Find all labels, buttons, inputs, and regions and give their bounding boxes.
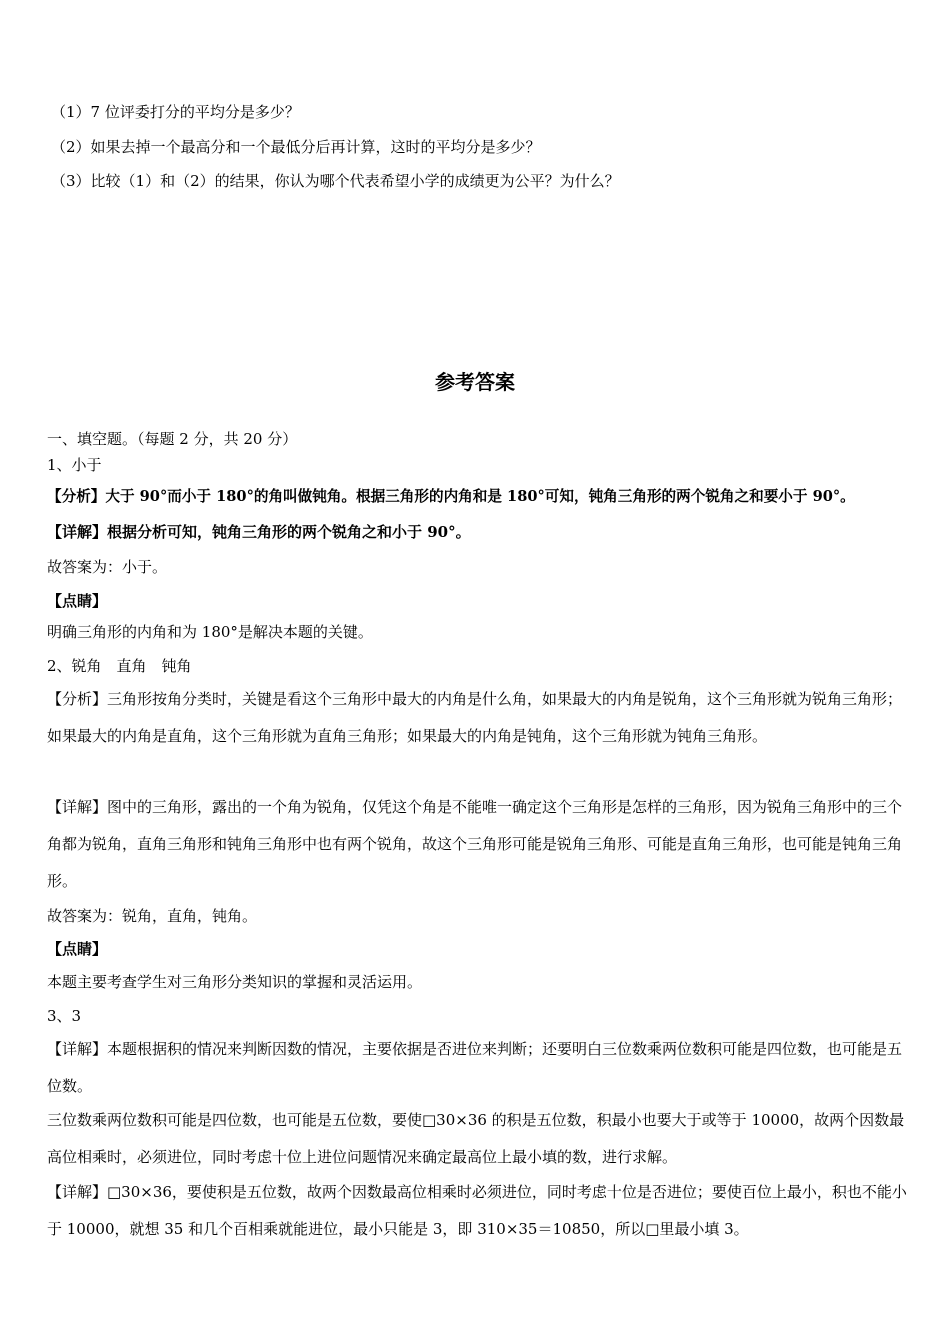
answer-3-detail-1: 【详解】本题根据积的情况来判断因数的情况，主要依据是否进位来判断；还要明白三位数乘两位数积可能是四位数，也可能是五位数。	[47, 1040, 903, 1095]
answer-3-paragraph: 三位数乘两位数积可能是四位数，也可能是五位数，要使□30×36 的积是五位数，积最小也要大于或等于 10000，故两个因数最高位相乘时，必须进位，同时考虑十位上进位问题情况来确定最高位上最小填的数，进行求解。	[47, 1111, 905, 1166]
answer-2-analysis: 【分析】三角形按角分类时，关键是看这个三角形中最大的内角是什么角，如果最大的内角是锐角，这个三角形就为锐角三角形；如果最大的内角是直角，这个三角形就为直角三角形；如果最大的内角是钝角，这个三角形就为钝角三角形。	[47, 690, 903, 745]
answer-3-detail-2: 【详解】□30×36，要使积是五位数，故两个因数最高位相乘时必须进位，同时考虑十位是否进位；要使百位上最小，积也不能小于 10000，就想 35 和几个百相乘就能进位，最小只能是 3，即 310×35＝10850，所以□里最小填 3。	[47, 1183, 907, 1238]
answer-2-note-label: 【点睛】	[47, 940, 108, 958]
answer-2-note: 本题主要考查学生对三角形分类知识的掌握和灵活运用。	[47, 973, 423, 991]
question-1: （1）7 位评委打分的平均分是多少？	[51, 103, 300, 121]
answer-1-answer: 故答案为：小于。	[47, 558, 168, 576]
answer-1-detail: 【详解】根据分析可知，钝角三角形的两个锐角之和小于 90°。	[47, 523, 471, 541]
answer-1-note: 明确三角形的内角和为 180°是解决本题的关键。	[47, 623, 373, 641]
answer-1-heading: 1、小于	[47, 456, 102, 474]
question-3: （3）比较（1）和（2）的结果，你认为哪个代表希望小学的成绩更为公平？为什么？	[51, 172, 620, 190]
answer-title: 参考答案	[435, 370, 515, 394]
answer-2-heading: 2、锐角 直角 钝角	[47, 657, 192, 675]
answer-1-analysis: 【分析】大于 90°而小于 180°的角叫做钝角。根据三角形的内角和是 180°可知，钝角三角形的两个锐角之和要小于 90°。	[47, 488, 855, 505]
answer-2-detail: 【详解】图中的三角形，露出的一个角为锐角，仅凭这个角是不能唯一确定这个三角形是怎样的三角形，因为锐角三角形中的三个角都为锐角，直角三角形和钝角三角形中也有两个锐角，故这个三角形可能是锐角三角形、可能是直角三角形，也可能是钝角三角形。	[47, 798, 903, 890]
answer-2-answer: 故答案为：锐角，直角，钝角。	[47, 907, 258, 925]
answer-1-note-label: 【点睛】	[47, 592, 108, 610]
section-heading: 一、填空题。（每题 2 分，共 20 分）	[47, 430, 298, 448]
answer-3-heading: 3、3	[47, 1007, 82, 1025]
question-2: （2）如果去掉一个最高分和一个最低分后再计算，这时的平均分是多少？	[51, 138, 541, 156]
